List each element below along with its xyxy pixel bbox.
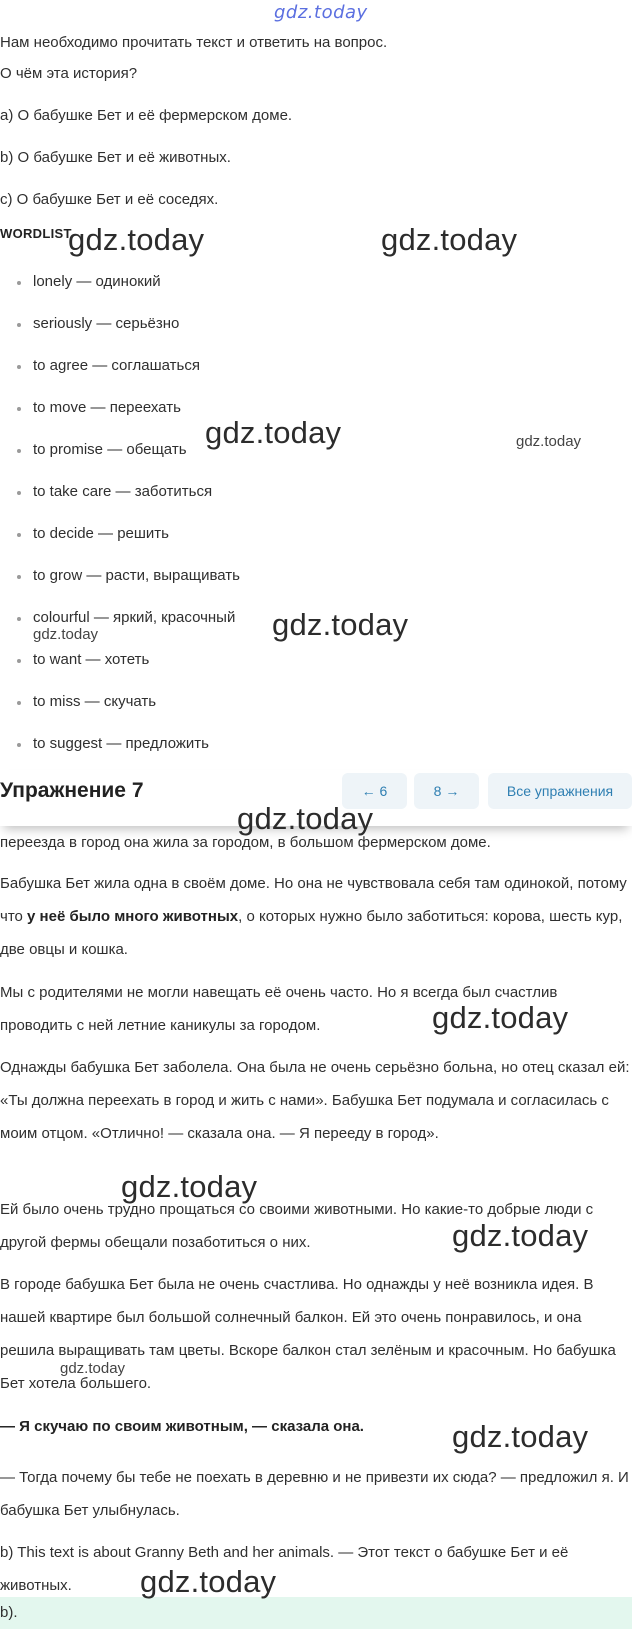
- bullet-icon: [17, 701, 21, 705]
- watermark: gdz.today: [452, 1218, 589, 1253]
- watermark-top: gdz.today: [274, 2, 368, 23]
- text-paragraph-5: Ей было очень трудно прощаться со своими животными. Но какие-то добрые люди с другой фермы обещали позаботиться о них.: [0, 1201, 594, 1251]
- wordlist-title: WORDLIST: [0, 226, 72, 241]
- option-c: c) О бабушке Бет и её соседях.: [0, 191, 219, 208]
- text-paragraph-1: переезда в город она жила за городом, в большом фермерском доме.: [0, 834, 491, 851]
- answer-bar: [0, 1597, 632, 1629]
- watermark: gdz.today: [516, 433, 582, 450]
- watermark: gdz.today: [452, 1419, 589, 1454]
- bullet-icon: [17, 617, 21, 621]
- watermark: gdz.today: [272, 607, 409, 642]
- bullet-icon: [17, 533, 21, 537]
- text-paragraph-4: Однажды бабушка Бет заболела. Она была не очень серьёзно больна, но отец сказал ей: «Ты должна переехать в город и жить с нами». Бабушка Бет подумала и согласилась с моим отцом. «Отлично! — сказала она. — Я перееду в город».: [0, 1059, 630, 1142]
- bullet-icon: [17, 365, 21, 369]
- next-exercise-button[interactable]: 8 →: [414, 773, 479, 809]
- bullet-icon: [17, 323, 21, 327]
- text-paragraph-6: В городе бабушка Бет была не очень счастлива. Но однажды у неё возникла идея. В нашей квартире был большой солнечный балкон. Ей это очень понравилось, и она решила выращивать там цветы. Вскоре балкон стал зелёным и красочным. Но бабушка Бет хотела большего.: [0, 1276, 616, 1392]
- bullet-icon: [17, 281, 21, 285]
- answer-text: b).: [0, 1604, 18, 1621]
- bullet-icon: [17, 575, 21, 579]
- watermark: gdz.today: [68, 222, 205, 257]
- option-a: a) О бабушке Бет и её фермерском доме.: [0, 107, 293, 124]
- option-b: b) О бабушке Бет и её животных.: [0, 149, 231, 166]
- question-text: О чём эта история?: [0, 65, 138, 82]
- highlight-text: у неё было много животных: [27, 908, 239, 925]
- watermark: gdz.today: [205, 415, 342, 450]
- watermark: gdz.today: [140, 1564, 277, 1599]
- exercise-title: Упражнение 7: [0, 779, 144, 802]
- watermark: gdz.today: [60, 1360, 126, 1377]
- bullet-icon: [17, 491, 21, 495]
- watermark: gdz.today: [432, 1000, 569, 1035]
- bullet-icon: [17, 659, 21, 663]
- bullet-icon: [17, 449, 21, 453]
- prev-exercise-button[interactable]: ← 6: [342, 773, 407, 809]
- question-instruction: Нам необходимо прочитать текст и ответить на вопрос.: [0, 34, 388, 51]
- text-paragraph-2: Бабушка Бет жила одна в своём доме. Но она не чувствовала себя там одинокой, потому что у неё было много животных, о которых нужно было заботиться: корова, шесть кур, две овцы и кошка.: [0, 875, 627, 958]
- text-paragraph-8: — Тогда почему бы тебе не поехать в деревню и не привезти их сюда? — предложил я. И бабушка Бет улыбнулась.: [0, 1469, 629, 1519]
- bullet-icon: [17, 407, 21, 411]
- watermark: gdz.today: [121, 1169, 258, 1204]
- text-paragraph-3: Мы с родителями не могли навещать её очень часто. Но я всегда был счастлив проводить с ней летние каникулы за городом.: [0, 984, 558, 1034]
- text-paragraph-7: — Я скучаю по своим животным, — сказала она.: [0, 1418, 364, 1435]
- watermark: gdz.today: [381, 222, 518, 257]
- watermark: gdz.today: [33, 626, 99, 643]
- watermark: gdz.today: [237, 801, 374, 836]
- text-paragraph-9: b) This text is about Granny Beth and her animals. — Этот текст о бабушке Бет и её животных.: [0, 1544, 569, 1594]
- bullet-icon: [17, 743, 21, 747]
- all-exercises-button[interactable]: Все упражнения: [488, 773, 632, 809]
